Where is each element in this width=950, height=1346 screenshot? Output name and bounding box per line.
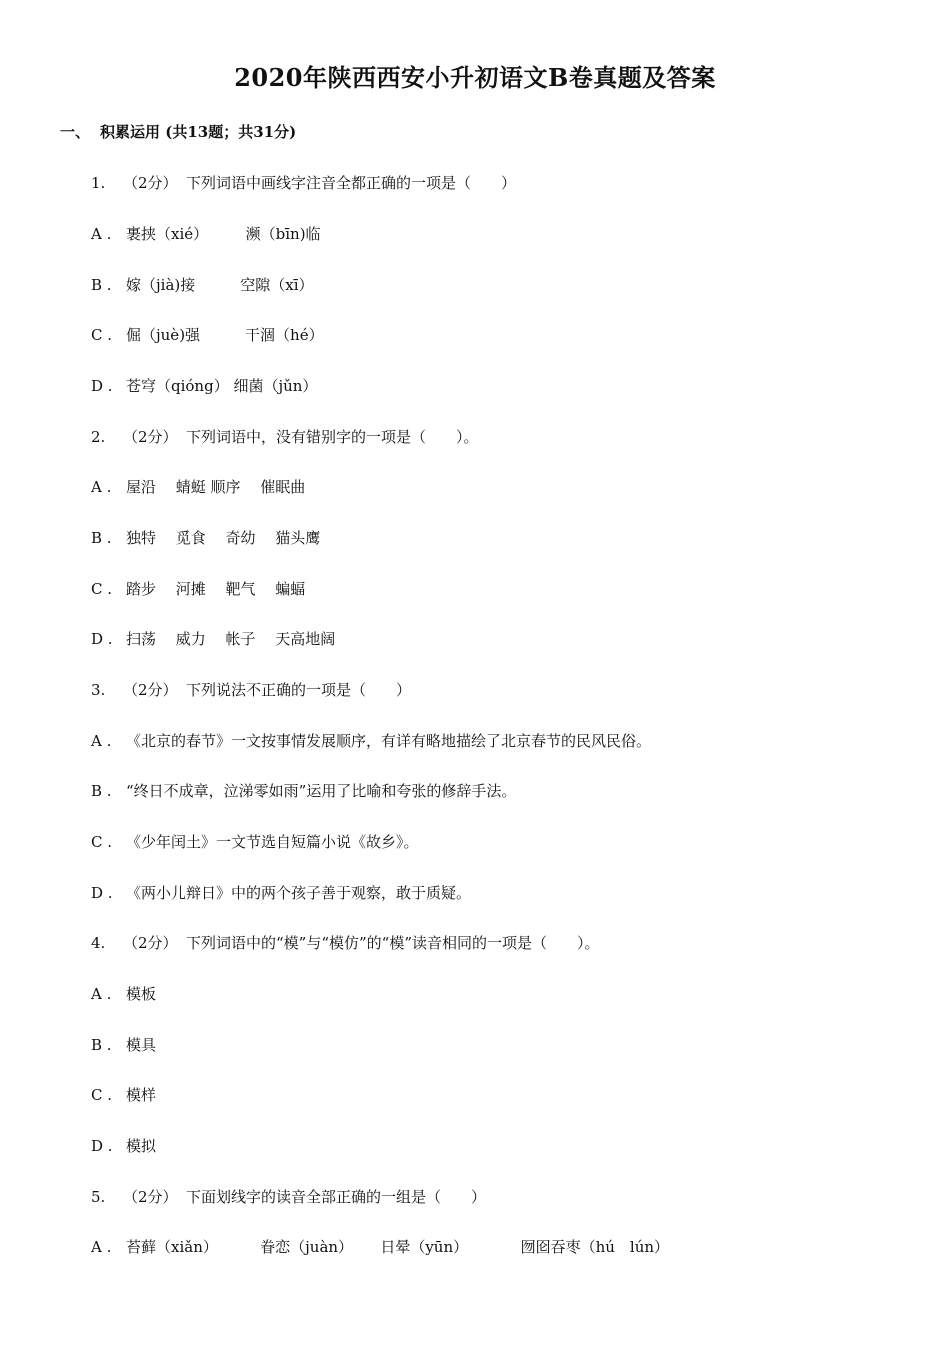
- option-letter: B .: [91, 276, 112, 294]
- question-3: [91, 679, 411, 700]
- question-number: 4.: [91, 934, 106, 952]
- q2-option-c: [91, 578, 305, 599]
- q1-option-a: [91, 223, 321, 244]
- option-text: 独特 觅食 奇幼 猫头鹰: [126, 529, 321, 547]
- question-text: 下列词语中的“模”与“模仿”的“模”读音相同的一项是（ ）。: [186, 934, 600, 952]
- q2-option-b: [91, 527, 320, 548]
- question-score: （2分）: [123, 934, 178, 952]
- question-number: 1.: [91, 174, 106, 192]
- option-letter: D .: [91, 377, 113, 395]
- document-title: 2020年陕西西安小升初语文B卷真题及答案: [234, 63, 716, 92]
- option-letter: B .: [91, 1036, 112, 1054]
- option-text: “终日不成章，泣涕零如雨”运用了比喻和夸张的修辞手法。: [126, 782, 517, 800]
- option-letter: A .: [91, 225, 112, 243]
- option-letter: B .: [91, 529, 112, 547]
- option-text: 模拟: [126, 1137, 157, 1155]
- section-heading: [60, 121, 296, 142]
- q4-option-a: [91, 983, 156, 1004]
- option-text: 模样: [126, 1086, 157, 1104]
- question-score: （2分）: [123, 428, 178, 446]
- question-text: 下列词语中，没有错别字的一项是（ ）。: [186, 428, 479, 446]
- option-text: 苔藓（xiǎn） 眷恋（juàn） 日晕（yūn） 囫囵吞枣（hú lún）: [126, 1238, 670, 1256]
- question-text: 下列说法不正确的一项是（ ）: [186, 681, 412, 699]
- option-text: 苍穹（qióng） 细菌（jǔn）: [126, 377, 318, 395]
- q3-option-d: [91, 882, 471, 903]
- option-letter: C .: [91, 580, 113, 598]
- option-letter: C .: [91, 833, 113, 851]
- q1-option-d: [91, 375, 317, 396]
- option-text: 《少年闰土》一文节选自短篇小说《故乡》。: [126, 833, 419, 851]
- option-text: 踏步 河摊 靶气 蝙蝠: [126, 580, 306, 598]
- q3-option-c: [91, 831, 419, 852]
- section-label: 积累运用 (共13题；共31分): [100, 123, 297, 141]
- q3-option-a: [91, 730, 651, 751]
- option-text: 嫁（jià)接 空隙（xī）: [126, 276, 314, 294]
- option-text: 裹挟（xié） 濒（bīn)临: [126, 225, 321, 243]
- option-letter: A .: [91, 732, 112, 750]
- option-letter: D .: [91, 630, 113, 648]
- option-text: 倔（juè)强 干涸（hé）: [126, 326, 324, 344]
- option-letter: B .: [91, 782, 112, 800]
- option-text: 扫荡 威力 帐子 天高地阔: [126, 630, 336, 648]
- option-letter: A .: [91, 1238, 112, 1256]
- section-number: 一、: [60, 123, 91, 141]
- option-letter: D .: [91, 884, 113, 902]
- question-number: 2.: [91, 428, 106, 446]
- option-letter: C .: [91, 326, 113, 344]
- q4-option-c: [91, 1084, 156, 1105]
- option-text: 模板: [126, 985, 157, 1003]
- option-text: 模具: [126, 1036, 157, 1054]
- option-text: 《北京的春节》一文按事情发展顺序，有详有略地描绘了北京春节的民风民俗。: [126, 732, 652, 750]
- option-letter: C .: [91, 1086, 113, 1104]
- option-letter: D .: [91, 1137, 113, 1155]
- question-number: 5.: [91, 1188, 106, 1206]
- q5-option-a: [91, 1236, 669, 1257]
- question-text: 下列词语中画线字注音全都正确的一项是（ ）: [186, 174, 517, 192]
- question-5: [91, 1186, 486, 1207]
- question-number: 3.: [91, 681, 106, 699]
- question-1: [91, 172, 516, 193]
- question-text: 下面划线字的读音全部正确的一组是（ ）: [186, 1188, 487, 1206]
- question-4: [91, 932, 600, 953]
- q4-option-d: [91, 1135, 156, 1156]
- q2-option-a: [91, 476, 305, 497]
- question-2: [91, 426, 479, 447]
- q1-option-c: [91, 324, 324, 345]
- q1-option-b: [91, 274, 314, 295]
- question-score: （2分）: [123, 174, 178, 192]
- question-score: （2分）: [123, 681, 178, 699]
- q2-option-d: [91, 628, 335, 649]
- option-letter: A .: [91, 478, 112, 496]
- option-text: 《两小儿辩日》中的两个孩子善于观察，敢于质疑。: [126, 884, 472, 902]
- q4-option-b: [91, 1034, 156, 1055]
- question-score: （2分）: [123, 1188, 178, 1206]
- q3-option-b: [91, 780, 516, 801]
- option-letter: A .: [91, 985, 112, 1003]
- option-text: 屋沿 蜻蜓 顺序 催眠曲: [126, 478, 306, 496]
